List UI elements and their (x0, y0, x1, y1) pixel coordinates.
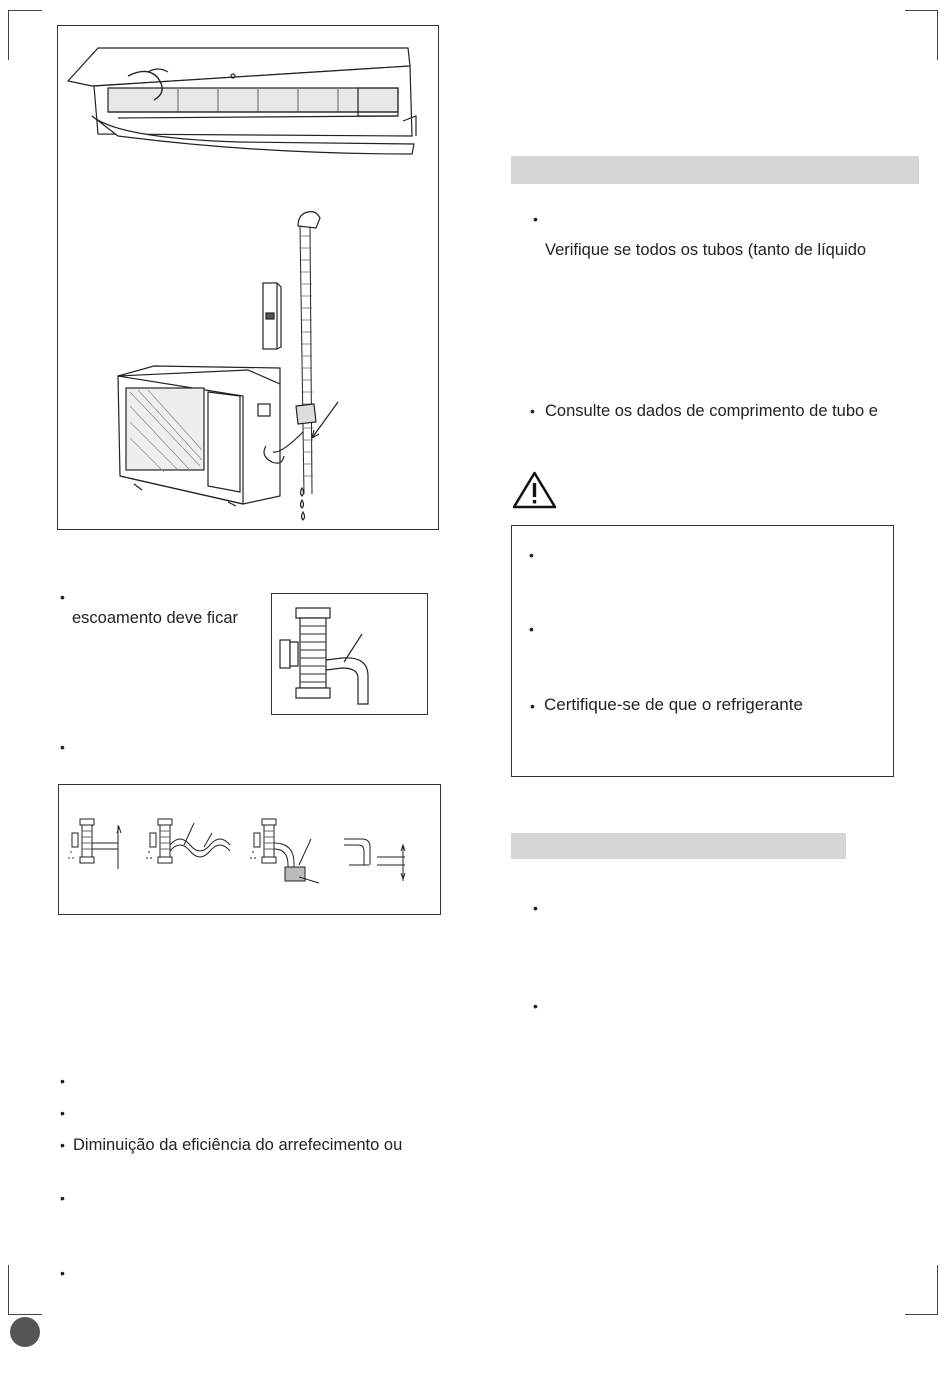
drain-text: escoamento deve ficar (72, 609, 239, 627)
bullet: • (60, 1190, 65, 1206)
bullet: • (529, 547, 534, 563)
bullet: • (60, 1265, 65, 1281)
bullet: • (60, 1073, 65, 1089)
crop-mark-top-right (937, 10, 938, 60)
bullet: • (529, 621, 534, 637)
warning-box (511, 525, 894, 777)
drain-elbow-illustration (272, 594, 427, 714)
refrigerant-text: Certifique-se de que o refrigerante (544, 695, 803, 714)
warning-triangle-icon (512, 471, 557, 509)
installation-illustration (58, 26, 438, 529)
pipe-length-text: Consulte os dados de comprimento de tubo e (545, 402, 878, 420)
crop-mark-top-left (8, 10, 9, 60)
bullet: • (60, 1105, 65, 1121)
section-header-bar (511, 156, 919, 184)
bullet: • (530, 403, 535, 419)
crop-mark-top-right-h (905, 10, 938, 11)
crop-mark-bottom-right (937, 1265, 938, 1315)
bullet: • (530, 698, 535, 714)
crop-mark-bottom-left-h (8, 1314, 42, 1315)
page-number-circle (10, 1317, 40, 1347)
drain-errors-illustration (59, 785, 440, 914)
section-header-bar-2 (511, 833, 846, 859)
efficiency-text: Diminuição da eficiência do arrefecimento ou (73, 1136, 403, 1154)
crop-mark-top-left-h (8, 10, 42, 11)
pipes-check-text: Verifique se todos os tubos (tanto de líquido (545, 241, 867, 259)
crop-mark-bottom-left (8, 1265, 9, 1315)
drain-errors-figure (58, 784, 441, 915)
crop-mark-bottom-right-h (905, 1314, 938, 1315)
drain-elbow-figure (271, 593, 428, 715)
installation-figure (57, 25, 439, 530)
bullet: • (533, 900, 538, 916)
bullet: • (60, 739, 65, 755)
bullet: • (60, 1137, 65, 1153)
bullet: • (60, 589, 65, 605)
bullet: • (533, 998, 538, 1014)
bullet: • (533, 211, 538, 227)
